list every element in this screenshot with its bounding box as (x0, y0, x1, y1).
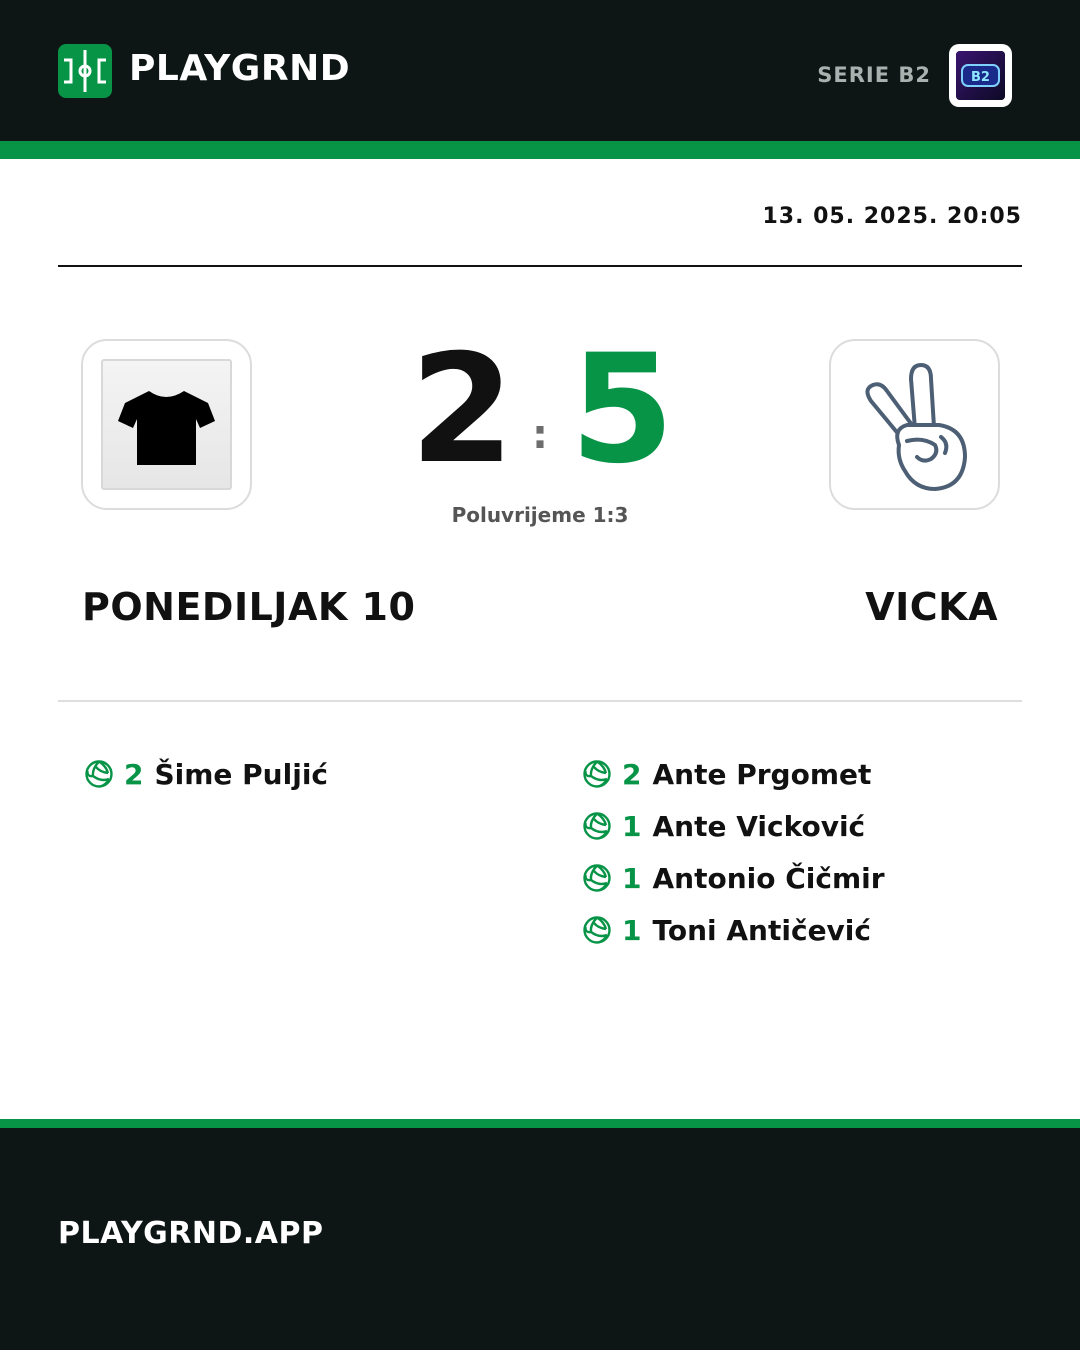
scorer-row (582, 800, 885, 852)
goal-count: 2 (622, 757, 642, 791)
league-name[interactable]: SERIE B2 (817, 63, 931, 87)
league-badge-text: B2 (971, 70, 990, 85)
ball-icon (84, 759, 114, 789)
ball-icon (582, 863, 612, 893)
victory-hand-icon (831, 341, 998, 508)
goal-count: 2 (124, 757, 144, 791)
home-score: 2 (410, 323, 515, 497)
scorer-name[interactable]: Antonio Čičmir (652, 861, 885, 895)
scorer-row (582, 852, 885, 904)
score-separator: : (532, 412, 548, 458)
footer-url-link[interactable]: PLAYGRND.APP (58, 1216, 324, 1251)
home-scorers-list (84, 748, 328, 800)
ball-icon (582, 811, 612, 841)
away-team-name[interactable]: VICKA (865, 585, 998, 629)
scorer-name[interactable]: Šime Puljić (154, 757, 329, 791)
league-badge[interactable] (949, 44, 1012, 107)
league-logo-icon (956, 51, 1005, 100)
away-score: 5 (570, 323, 675, 497)
brand-name[interactable]: PLAYGRND (129, 48, 351, 89)
ball-icon (582, 915, 612, 945)
scorer-row (84, 748, 328, 800)
home-team-name[interactable]: PONEDILJAK 10 (82, 585, 416, 629)
goal-count: 1 (622, 861, 642, 895)
goal-count: 1 (622, 809, 642, 843)
home-team-logo[interactable] (81, 339, 252, 510)
playgrnd-logo-icon[interactable] (58, 44, 112, 98)
ball-icon (582, 759, 612, 789)
footer-accent-stripe (0, 1119, 1080, 1128)
goal-count: 1 (622, 913, 642, 947)
divider (58, 265, 1022, 267)
scorer-name[interactable]: Ante Vicković (652, 809, 866, 843)
match-datetime: 13. 05. 2025. 20:05 (762, 204, 1022, 229)
halftime-score: Poluvrijeme 1:3 (451, 503, 629, 527)
shirt-icon (101, 359, 232, 490)
divider (58, 700, 1022, 702)
scorer-name[interactable]: Toni Antičević (652, 913, 872, 947)
header-accent-stripe (0, 141, 1080, 159)
scorer-name[interactable]: Ante Prgomet (652, 757, 872, 791)
away-team-logo[interactable] (829, 339, 1000, 510)
scorer-row (582, 748, 885, 800)
scorer-row (582, 904, 885, 956)
away-scorers-list (582, 748, 885, 956)
